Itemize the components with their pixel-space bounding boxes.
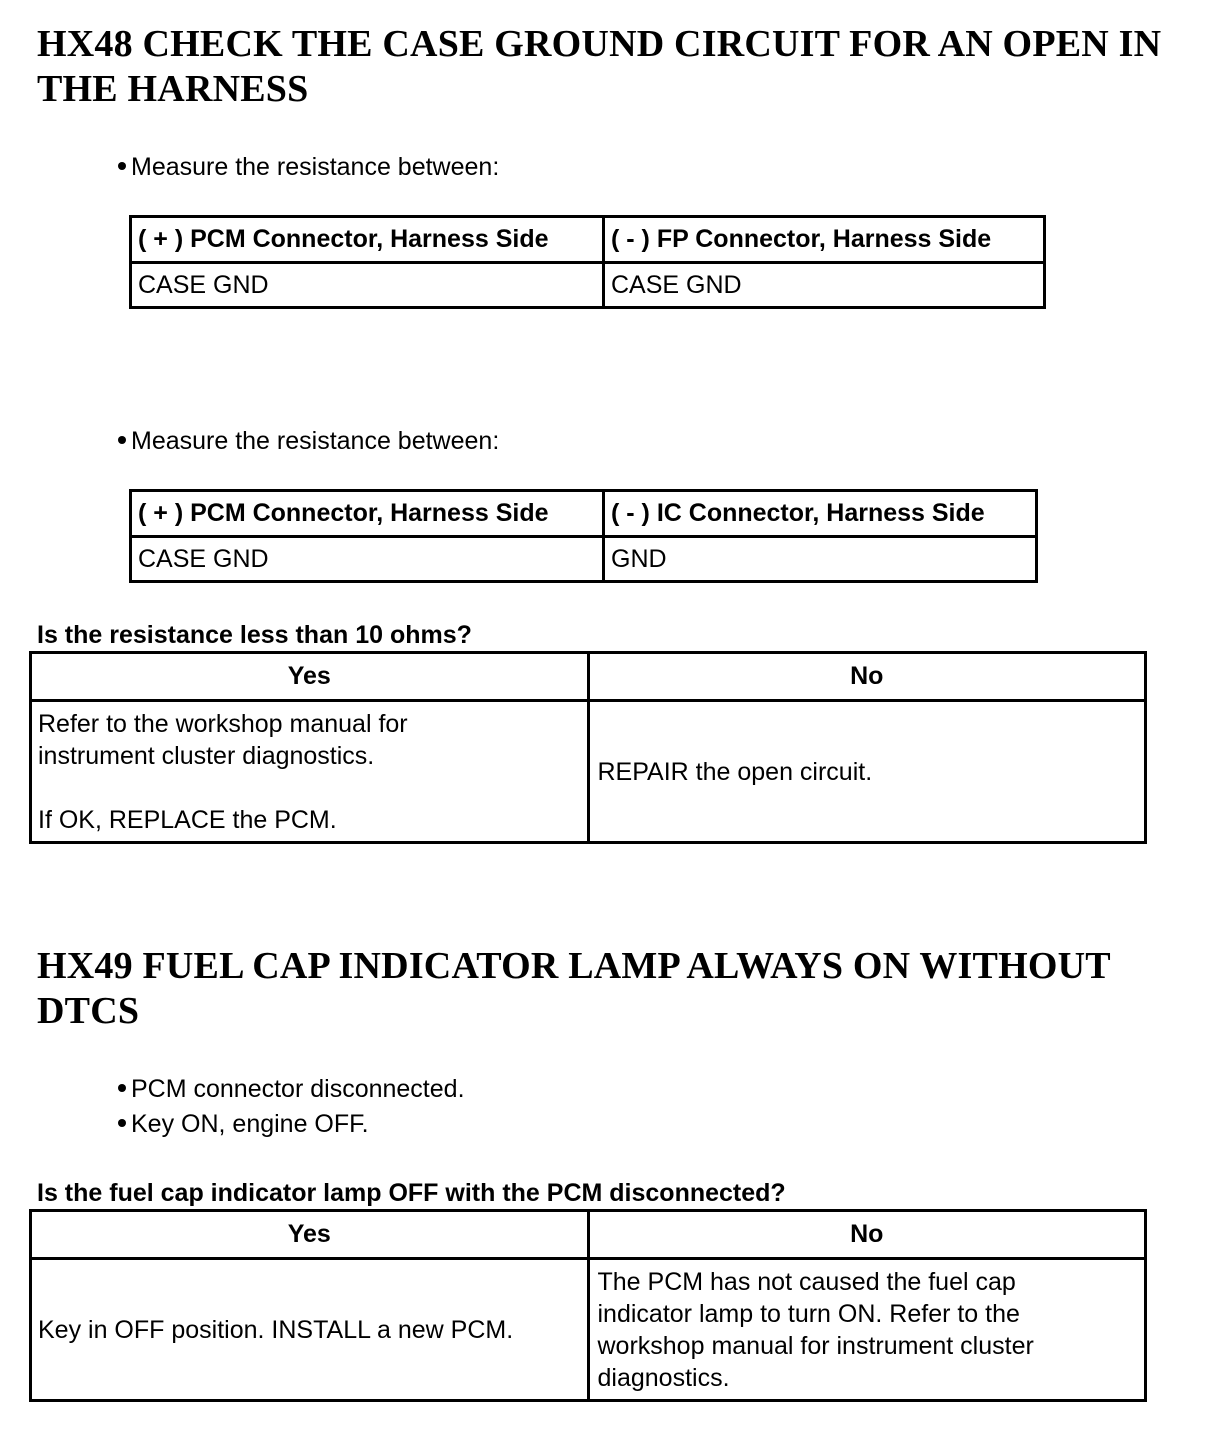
header-cell: ( + ) PCM Connector, Harness Side [131,491,604,537]
header-cell: ( - ) FP Connector, Harness Side [604,217,1045,263]
yes-header: Yes [31,1211,589,1259]
no-answer-line: indicator lamp to turn ON. Refer to the [597,1299,1020,1328]
bullet-text: Measure the resistance between: [131,153,500,181]
bullet-text: PCM connector disconnected. [131,1075,465,1103]
answer-table-hx48 [29,651,1147,844]
table-cell: GND [604,537,1037,582]
no-answer-cell [588,1259,1146,1401]
bullet-icon [118,1084,126,1092]
header-cell: ( + ) PCM Connector, Harness Side [131,217,604,263]
no-answer-line: workshop manual for instrument cluster [597,1331,1034,1360]
yes-answer-line: Refer to the workshop manual for [38,709,408,738]
table-row [131,537,1037,582]
measurement-table-fp [129,215,1046,309]
table-row [31,1259,1146,1401]
yes-answer-cell [31,701,589,843]
table-row [131,263,1045,308]
yes-answer-cell: Key in OFF position. INSTALL a new PCM. [31,1259,589,1401]
bullet-icon [118,1119,126,1127]
step-bullet [118,424,499,458]
step-bullet [118,1107,369,1141]
step-bullet [118,150,499,184]
yes-answer-line: If OK, REPLACE the PCM. [38,805,337,834]
bullet-icon [118,436,126,444]
table-cell: CASE GND [604,263,1045,308]
yes-header: Yes [31,653,589,701]
answer-table-hx49 [29,1209,1147,1402]
table-header-row [131,217,1045,263]
bullet-text: Measure the resistance between: [131,427,500,455]
no-answer-cell: REPAIR the open circuit. [588,701,1146,843]
no-answer-line: diagnostics. [597,1363,730,1392]
header-cell: ( - ) IC Connector, Harness Side [604,491,1037,537]
no-header: No [588,1211,1146,1259]
section-title-hx48: HX48 CHECK THE CASE GROUND CIRCUIT FOR AN OPEN IN THE HARNESS [37,23,1162,110]
table-cell: CASE GND [131,263,604,308]
section-title-hx49: HX49 FUEL CAP INDICATOR LAMP ALWAYS ON WITHOUT DTCS [37,945,1111,1032]
question-text: Is the fuel cap indicator lamp OFF with the PCM disconnected? [37,1179,786,1207]
no-answer-line: The PCM has not caused the fuel cap [597,1267,1016,1296]
table-row [31,701,1146,843]
table-header-row [31,1211,1146,1259]
table-cell: CASE GND [131,537,604,582]
table-header-row [31,653,1146,701]
yes-answer-line: instrument cluster diagnostics. [38,741,375,770]
table-header-row [131,491,1037,537]
bullet-icon [118,162,126,170]
measurement-table-ic [129,489,1038,583]
step-bullet [118,1072,465,1106]
question-text: Is the resistance less than 10 ohms? [37,621,472,649]
no-header: No [588,653,1146,701]
bullet-text: Key ON, engine OFF. [131,1110,369,1138]
